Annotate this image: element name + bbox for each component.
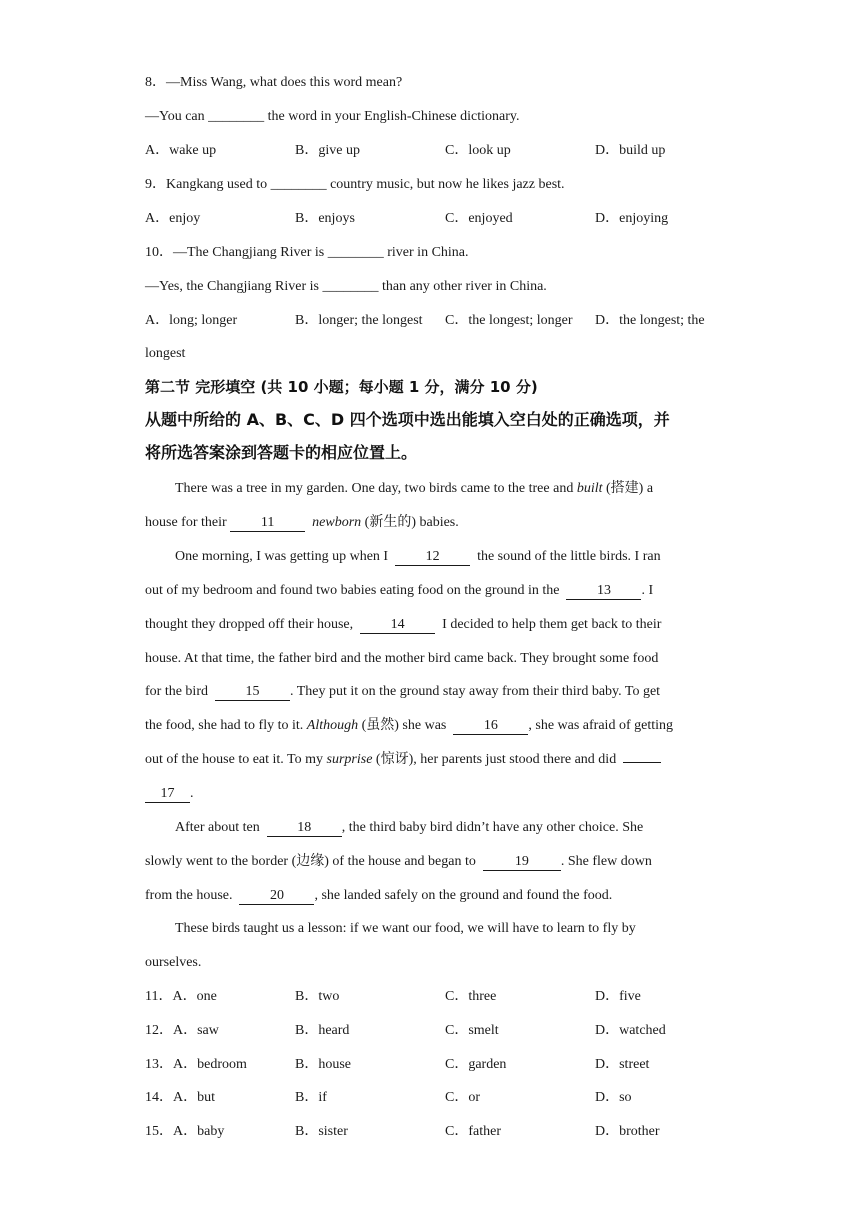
question-15-option-c: C．father: [445, 1124, 501, 1139]
passage-text: . They put it on the ground stay away from their third baby. To get: [289, 684, 661, 699]
passage-text: (新生的) babies.: [361, 515, 459, 530]
passage-text: There was a tree in my garden. One day, two birds came to the tree and: [175, 481, 577, 496]
question-9-option-d: D．enjoying: [595, 211, 669, 226]
passage-line: These birds taught us a lesson: if we want our food, we will have to learn to fly by: [175, 921, 636, 936]
question-8-option-d: D．build up: [595, 143, 666, 158]
blank-14: 14: [360, 617, 435, 634]
passage-text: the sound of the little birds. I ran: [473, 549, 661, 564]
passage-text: slowly went to the border (边缘) of the house and began to: [145, 854, 480, 869]
blank-16: 16: [453, 718, 528, 735]
question-12-option-d: D．watched: [595, 1023, 666, 1038]
question-13-option-c: C．garden: [445, 1057, 507, 1072]
passage-line: [145, 886, 612, 906]
question-12-option-b: B．heard: [295, 1023, 350, 1038]
question-8-option-b: B．give up: [295, 143, 360, 158]
question-14-option-c: C．or: [445, 1090, 480, 1105]
passage-italic: newborn: [312, 515, 362, 530]
question-15-option-d: D．brother: [595, 1124, 660, 1139]
passage-text: , she was afraid of getting: [528, 718, 673, 733]
question-8-option-c: C．look up: [445, 143, 511, 158]
section-instruction-line1: 从题中所给的 A、B、C、D 四个选项中选出能填入空白处的正确选项，并: [145, 410, 670, 429]
passage-text: I decided to help them get back to their: [438, 617, 662, 632]
question-10-option-d-wrap: longest: [145, 346, 186, 361]
question-10-option-a: A．long; longer: [145, 313, 238, 328]
passage-italic: surprise: [326, 752, 373, 767]
question-11-option-b: B．two: [295, 989, 340, 1004]
passage-line: house. At that time, the father bird and the mother bird came back. They brought some food: [145, 651, 659, 666]
passage-line: [145, 784, 194, 804]
passage-text: house for their: [145, 515, 231, 530]
passage-italic: built: [576, 481, 603, 496]
question-9-option-a: A．enjoy: [145, 211, 201, 226]
question-9-option-c: C．enjoyed: [445, 211, 513, 226]
passage-text: out of the house to eat it. To my: [145, 752, 327, 767]
passage-text: out of my bedroom and found two babies eating food on the ground in the: [145, 583, 563, 598]
question-14-option-b: B．if: [295, 1090, 327, 1105]
passage-line: [175, 479, 653, 499]
blank-17: 17: [145, 786, 190, 803]
question-9-stem: 9．Kangkang used to ________ country music, but now he likes jazz best.: [145, 177, 565, 192]
blank-19: 19: [483, 854, 561, 871]
question-8-line2: —You can ________ the word in your English-Chinese dictionary.: [145, 109, 520, 124]
passage-line: [145, 750, 661, 770]
blank-11: 11: [230, 515, 305, 532]
question-14-option-a: 14．A．but: [145, 1090, 215, 1105]
passage-text: for the bird: [145, 684, 212, 699]
passage-line: [145, 852, 652, 872]
passage-line: [175, 818, 643, 838]
question-12-option-a: 12．A．saw: [145, 1023, 219, 1038]
blank-20: 20: [239, 888, 314, 905]
passage-line: [145, 716, 673, 736]
passage-text: , the third baby bird didn’t have any other choice. She: [341, 820, 644, 835]
section-instruction-line2: 将所选答案涂到答题卡的相应位置上。: [145, 443, 418, 462]
passage-text: One morning, I was getting up when I: [175, 549, 392, 564]
question-13-option-a: 13．A．bedroom: [145, 1057, 247, 1072]
passage-line: ourselves.: [145, 955, 202, 970]
question-11-option-d: D．five: [595, 989, 641, 1004]
question-14-option-d: D．so: [595, 1090, 632, 1105]
question-10-line2: —Yes, the Changjiang River is ________ than any other river in China.: [145, 279, 547, 294]
passage-text: . She flew down: [560, 854, 652, 869]
question-11-option-c: C．three: [445, 989, 497, 1004]
question-11-option-a: 11．A．one: [145, 989, 217, 1004]
passage-line: [145, 682, 660, 702]
passage-text: . I: [641, 583, 654, 598]
question-12-option-c: C．smelt: [445, 1023, 499, 1038]
question-8-stem: 8．—Miss Wang, what does this word mean?: [145, 75, 403, 90]
passage-line: [145, 581, 653, 601]
question-8-option-a: A．wake up: [145, 143, 217, 158]
section-title: 第二节 完形填空 (共 10 小题；每小题 1 分，满分 10 分): [145, 378, 538, 396]
question-15-option-b: B．sister: [295, 1124, 348, 1139]
passage-text: the food, she had to fly to it.: [145, 718, 307, 733]
passage-line: [175, 547, 661, 567]
passage-text: (虽然) she was: [358, 718, 450, 733]
question-13-option-d: D．street: [595, 1057, 650, 1072]
blank-18: 18: [267, 820, 342, 837]
question-13-option-b: B．house: [295, 1057, 351, 1072]
passage-text: , she landed safely on the ground and found the food.: [314, 888, 613, 903]
blank-15: 15: [215, 684, 290, 701]
question-10-option-c: C．the longest; longer: [445, 313, 573, 328]
passage-text: from the house.: [145, 888, 236, 903]
passage-text: .: [190, 786, 194, 801]
passage-text: (惊讶), her parents just stood there and did: [372, 752, 620, 767]
question-9-option-b: B．enjoys: [295, 211, 355, 226]
passage-text: (搭建) a: [602, 481, 654, 496]
blank-12: 12: [395, 549, 470, 566]
passage-line: [145, 513, 459, 533]
passage-text: thought they dropped off their house,: [145, 617, 357, 632]
passage-italic: Although: [306, 718, 359, 733]
question-10-option-b: B．longer; the longest: [295, 313, 423, 328]
passage-text: After about ten: [175, 820, 264, 835]
passage-line: [145, 615, 661, 635]
blank-17-start: [623, 762, 661, 763]
question-15-option-a: 15．A．baby: [145, 1124, 225, 1139]
blank-13: 13: [566, 583, 641, 600]
question-10-stem: 10．—The Changjiang River is ________ river in China.: [145, 245, 469, 260]
question-10-option-d: D．the longest; the: [595, 313, 705, 328]
